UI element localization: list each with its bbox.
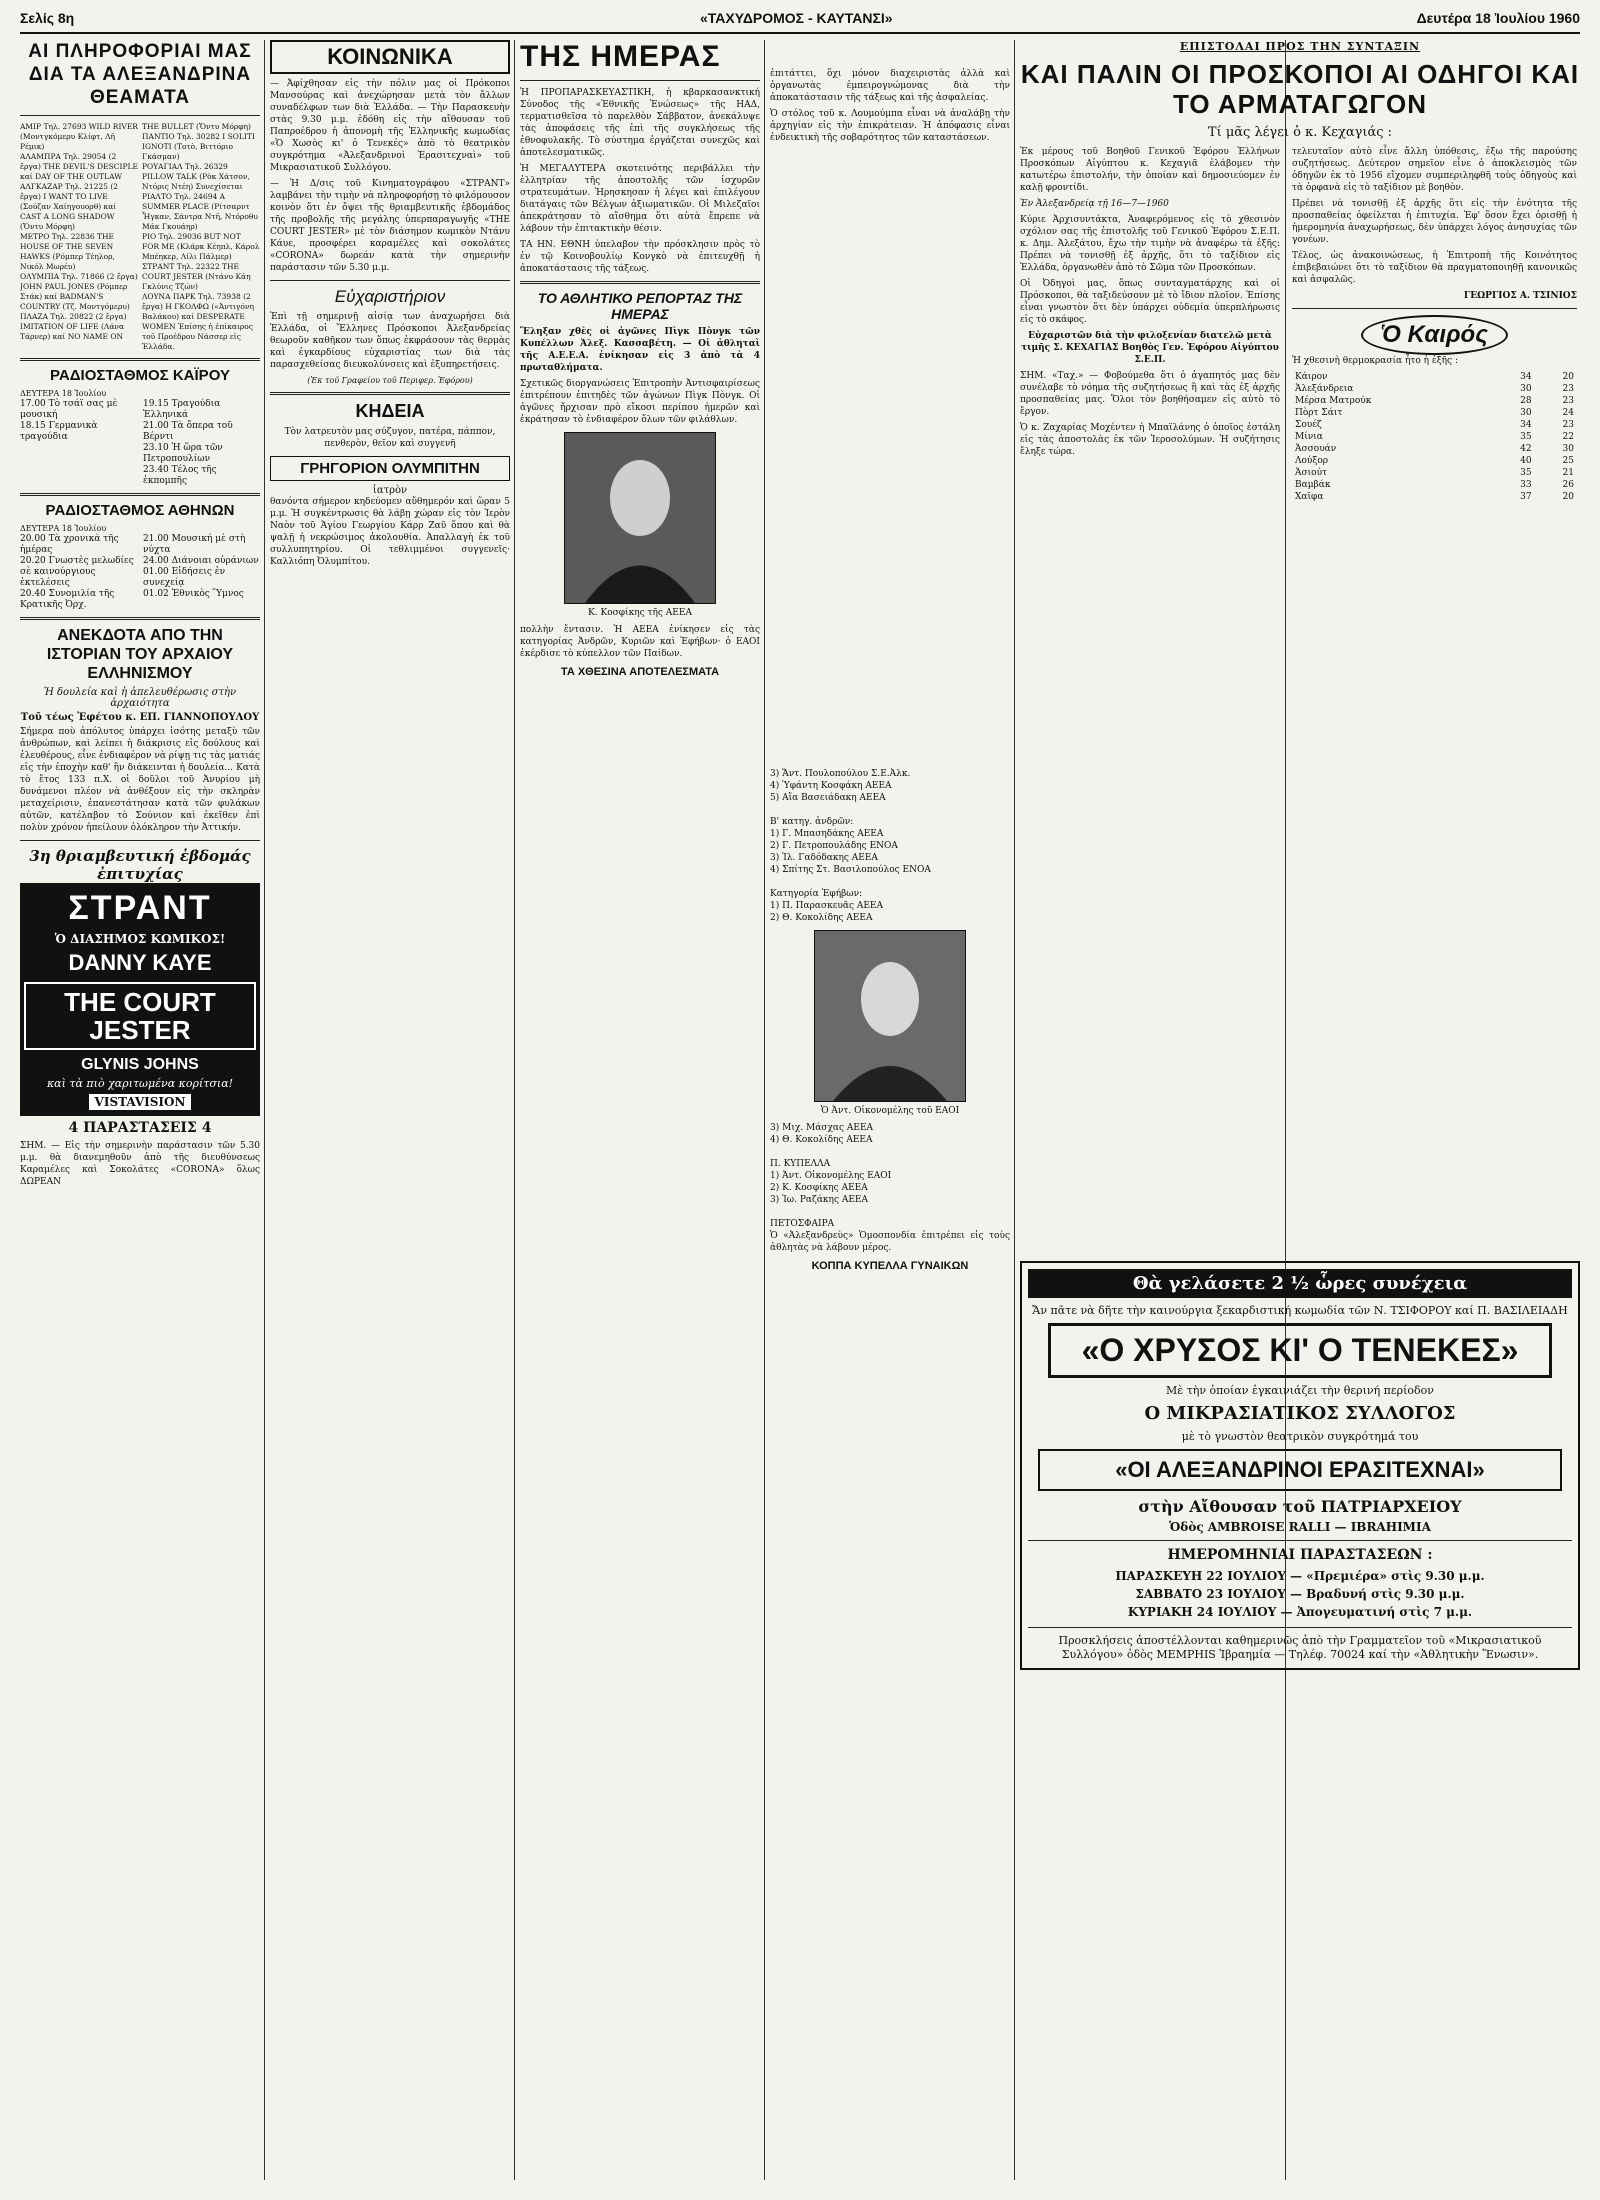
- portrait-silhouette-icon: [565, 433, 715, 603]
- ad-group: «ΟΙ ΑΛΕΞΑΝΔΡΙΝΟΙ ΕΡΑΣΙΤΕΧΝΑΙ»: [1038, 1449, 1562, 1491]
- rule: [20, 358, 260, 361]
- day-body-2: Ἡ ΜΕΓΑΛΥΤΕΡΑ σκοτεινότης περιβάλλει τὴν ἐλλητρίαν τῆς ἀποστολῆς τῶν ἰσχυρῶν στρατευμάτων. Ἡρησκησαν ἡ λέγει καὶ ἐπιλέγουν διατάγαις τῶν Βέλγων ἀξιωματικῶν. Οἱ Μιλεζαῖοι ἀπεκράτησαν τὸ αἴσθημα ὅτι αὐτὰ ἔπρεπε νὰ λάβουν τὴν ἐπιτακτικὴν θέσιν.: [520, 164, 760, 234]
- weather-row: [1292, 395, 1577, 407]
- social-body-2: — Ἡ Δ/σις τοῦ Κινηματογράφου «ΣΤΡΑΝΤ» λαμβάνει τὴν τιμὴν νὰ πληροφορήσῃ τὸ φιλόμουσον κοινὸν ὅτι ἐν ὄψει τῆς θριαμβευτικῆς ἑβδομάδος τῆς προβολῆς τῆς μεγάλης ὑπερπαραγωγῆς «THE COURT JESTER» μὲ τὸν διάσημον κωμικὸν Ντάνυ Κάυε, προσφέρει καραμέλες καὶ σοκολάτες «CORONA» δωρεάν κατὰ τὴν σημερινὴν παράστασιν τῶν 5.30 μ.μ.: [270, 179, 510, 273]
- sport-lead: Ἔληξαν χθὲς οἱ ἀγῶνες Πὶγκ Πὸνγκ τῶν Κυπέλλων Ἀλεξ. Κασσαβέτη. — Οἱ ἀθληταὶ τῆς Α.Ε.Ε.Α. ἐνίκησαν εἰς 3 ἀπὸ τὰ 4 πρωταθλήματα.: [520, 327, 760, 373]
- weather-row: [1292, 419, 1577, 431]
- anecdote-author: Τοῦ τέως Ἐφέτου κ. ΕΠ. ΓΙΑΝΝΟΠΟΥΛΟΥ: [20, 712, 260, 723]
- ad-with-2: μὲ τὸ γνωστὸν θεατρικὸν συγκρότημά του: [1181, 1430, 1419, 1443]
- letter-cont-2: Πρέπει νὰ τονισθῇ ἐξ ἀρχῆς ὅτι εἰς τὴν ἑνότητα τῆς προσπαθείας ὀφείλεται ἡ ἐπιτυχία. Ἐφ' ὅσον ἔχει ὁρισθῇ ἡ ἡμερομηνία ἀναχωρήσεως, δὲν ὑπάρχει λόγος ἀνησυχίας τῶν γονέων.: [1292, 199, 1577, 245]
- radio-cairo-left: 17.00 Τὸ τσάϊ σας μὲ μουσική 18.15 Γερμανικὰ τραγούδια: [20, 399, 118, 442]
- weather-max: 30: [1520, 384, 1532, 394]
- ad-dates: ΠΑΡΑΣΚΕΥΗ 22 ΙΟΥΛΙΟΥ — «Πρεμιέρα» στὶς 9.30 μ.μ. ΣΑΒΒΑΤΟ 23 ΙΟΥΛΙΟΥ — Βραδυνή στὶς 9.30 μ.μ. ΚΥΡΙΑΚΗ 24 ΙΟΥΛΙΟΥ — Ἀπογευματινή στὶς 7 μ.μ.: [1115, 1569, 1485, 1619]
- radio-cairo-schedule: [20, 399, 260, 487]
- social-headline: ΚΟΙΝΩΝΙΚΑ: [270, 40, 510, 74]
- strand-film-title: THE COURT JESTER: [24, 982, 256, 1050]
- rule: [520, 281, 760, 284]
- funeral-intro: Τὸν λατρευτὸν μας σύζυγον, πατέρα, πάππον, πενθερὸν, θεῖον καὶ συγγενῆ: [284, 427, 496, 449]
- strand-note: ΣΗΜ. — Εἰς τὴν σημερινὴν παράστασιν τῶν 5.30 μ.μ. θὰ διανεμηθοῦν ἀπὸ τῆς διευθύνσεως Καραμέλες καὶ Σοκολάτες «CORONA» ὅλως ΔΩΡΕΑΝ: [20, 1141, 260, 1187]
- day-body-4: ἐπιτάττει, ὅχι μόνον διαχειριστὰς ἀλλὰ καὶ ὀργανωτὰς ἐμπειρογνώμονας διὰ τὴν ἀποκατάστασιν τῆς τάξεως καὶ τῆς ἀσφαλείας.: [770, 69, 1010, 103]
- weather-row: [1292, 491, 1577, 503]
- thanks-body: Ἐπὶ τῇ σημερινῇ αἰσίᾳ των ἀναχωρήσει διὰ Ἑλλάδα, οἱ Ἕλληνες Πρόσκοποι Ἀλεξανδρείας θεωροῦν καθῆκον των ὅπως ἐκφράσουν τὰς θερμὰς καὶ ἐγκαρδίους εὐχαριστίας των διὰ τὰς παρασχεθείσας διευκολύνσεις καὶ ἐξυπηρετήσεις.: [270, 312, 510, 370]
- weather-row: [1292, 455, 1577, 467]
- letter-body-2: Κύριε Ἀρχισυντάκτα, Ἀναφερόμενος εἰς τὸ χθεσινὸν σχόλιον σας τῆς ἐπιστολῆς τοῦ Γενικοῦ Ἐφόρου Σ.Ε.Π. κ. Δημ. Ἀλεξάτου, ἔχω τὴν τιμὴν νὰ ἀναφέρω τὰ ἑξῆς: Πρέπει νὰ τονισθῇ ἐξ ἀρχῆς, ὅτι τὸ ταξίδιον εἰς Ἑλλάδα, ὀργανωθὲν ἀπὸ τὸ Σῶμα τῶν Προσκόπων.: [1020, 215, 1280, 273]
- strand-shows: 4 ΠΑΡΑΣΤΑΣΕΙΣ 4: [68, 1120, 212, 1136]
- weather-city: Πὸρτ Σάιτ: [1295, 408, 1343, 418]
- cinema-listings: [20, 122, 260, 352]
- weather-table: [1292, 371, 1577, 503]
- issue-date: Δευτέρα 18 Ἰουλίου 1960: [1416, 10, 1580, 26]
- ad-dates-title: ΗΜΕΡΟΜΗΝΙΑΙ ΠΑΡΑΣΤΑΣΕΩΝ :: [1167, 1547, 1433, 1563]
- letter-body-1: Ἐκ μέρους τοῦ Βοηθοῦ Γενικοῦ Ἐφόρου Ἑλλήνων Προσκόπων Αἰγύπτου κ. Κεχαγιᾶ ἐλάβομεν τὴν κατωτέρω ἐπιστολήν, τὴν ὁποίαν καὶ δημοσιεύομεν ἐν καλῇ φροντίδι.: [1020, 147, 1280, 193]
- photo-caption-kosfikis: Κ. Κοσφίκης τῆς ΑΕΕΑ: [588, 608, 692, 618]
- letter-editor-note-2: Ὁ κ. Ζαχαρίας Μοχέντεν ἡ Μπαϊλάνης ὁ ὁποῖος ἐστάλη εἰς τὰς ἀποστολὰς ἐκ τῶν Ἱεροσολύμων. Ἡ συζήτησις ἔληξε τώρα.: [1020, 423, 1280, 457]
- weather-max: 30: [1520, 408, 1532, 418]
- letter-col-left: [1020, 146, 1280, 503]
- player-photo-kosfikis: [564, 432, 716, 604]
- social-body: — Ἀφίχθησαν εἰς τὴν πόλιν μας οἱ Πρόκοποι Μανσούρας καὶ ἀνεχώρησαν μετὰ τὸν ἄλλων συναδέλφων των διὰ Ἑλλάδα. — Τὴν Παρασκευὴν στὰς 9.30 μ.μ. ἐδόθη εἰς τὴν αἴθουσαν τοῦ Παπροέδρου ἡ ἀπονομὴ τῆς Ἑλληνικῆς κωμωδίας «Ὁ Χωσὸς κι' ὁ Τενεκές» ἀπὸ τὸ θεατρικὸν συγκρότημα «Ἀλεξανδρινοὶ Ἐρασιτεχναὶ» τοῦ Μικρασιατικοῦ Συλλόγου.: [270, 79, 510, 173]
- letters-header: ΕΠΙΣΤΟΛΑΙ ΠΡΟΣ ΤΗΝ ΣΥΝΤΑΞΙΝ: [1179, 40, 1421, 53]
- ad-play-title: «Ο ΧΡΥΣΟΣ ΚΙ' Ο ΤΕΝΕΚΕΣ»: [1048, 1323, 1552, 1378]
- weather-max: 40: [1520, 456, 1532, 466]
- column-divider: [264, 40, 265, 2180]
- radio-athens-date: ΔΕΥΤΕΡΑ 18 Ἰουλίου: [20, 524, 107, 533]
- rule: [20, 840, 260, 841]
- ad-venue: στὴν Αἴθουσαν τοῦ ΠΑΤΡΙΑΡΧΕΙΟΥ: [1138, 1497, 1462, 1516]
- strand-cinema-ad: [20, 883, 260, 1116]
- day-headline: ΤΗΣ ΗΜΕΡΑΣ: [520, 40, 721, 73]
- weather-max: 34: [1520, 372, 1532, 382]
- letter-cont-signature: ΓΕΩΡΓΙΟΣ Α. ΤΣΙΝΙΟΣ: [1463, 291, 1577, 301]
- letter-headline: ΚΑΙ ΠΑΛΙΝ ΟΙ ΠΡΟΣΚΟΠΟΙ ΑΙ ΟΔΗΓΟΙ ΚΑΙ ΤΟ ΑΡΜΑΤΑΓΩΓΟΝ: [1020, 59, 1580, 119]
- letter-date: Ἐν Ἀλεξανδρείᾳ τῇ 16—7—1960: [1020, 199, 1169, 209]
- weather-city: Μίνια: [1295, 432, 1323, 442]
- strand-star: DANNY KAYE: [68, 950, 212, 975]
- page-number: Σελίς 8η: [20, 10, 75, 26]
- letter-cont-3: Τέλος, ὡς ἀνακοινώσεως, ἡ Ἐπιτροπὴ τῆς Κοινότητος ἐπιβεβαιώνει ὅτι τὸ ταξίδιον θὰ πραγματοποιηθῇ κανονικῶς καὶ ἀσφαλῶς.: [1292, 251, 1577, 285]
- funeral-headline: ΚΗΔΕΙΑ: [355, 401, 425, 421]
- spacer: [770, 148, 1010, 768]
- strand-format: VISTAVISION: [89, 1094, 192, 1110]
- weather-title: Ὁ Καιρός: [1361, 315, 1508, 355]
- weather-row: [1292, 371, 1577, 383]
- photo-caption-oikonomelis: Ὁ Ἀντ. Οἰκονομέλης τοῦ ΕΑΟΙ: [820, 1106, 960, 1116]
- rule: [1028, 1627, 1572, 1628]
- column-divider: [1014, 40, 1015, 2180]
- portrait-silhouette-icon: [815, 931, 965, 1101]
- rule: [1028, 1540, 1572, 1541]
- weather-max: 35: [1520, 468, 1532, 478]
- radio-athens-title: ΡΑΔΙΟΣΤΑΘΜΟΣ ΑΘΗΝΩΝ: [45, 502, 235, 519]
- weather-min: 30: [1562, 444, 1574, 454]
- column-divider: [514, 40, 515, 2180]
- letter-subhead: Τί μᾶς λέγει ὁ κ. Κεχαγιάς :: [1207, 125, 1393, 140]
- column-divider: [764, 40, 765, 2180]
- weather-city: Ἀλεξάνδρεια: [1295, 384, 1354, 394]
- weather-row: [1292, 383, 1577, 395]
- weather-min: 26: [1562, 480, 1574, 490]
- weather-max: 35: [1520, 432, 1532, 442]
- weather-city: Λούξορ: [1295, 456, 1329, 466]
- rule: [520, 80, 760, 81]
- radio-athens-left: 20.00 Τὰ χρονικὰ τῆς ἡμέρας 20.20 Γνωστὲς μελωδίες σὲ καινούργιους ἐκτελέσεις 20.40 Συνομιλία τῆς Κρατικῆς Ὀρχ.: [20, 534, 134, 610]
- ad-with: Μὲ τὴν ὁποίαν ἐγκαινιάζει τὴν θερινή περίοδον: [1166, 1384, 1434, 1397]
- sport-headline: ΤΟ ΑΘΛΗΤΙΚΟ ΡΕΠΟΡΤΑΖ ΤΗΣ ΗΜΕΡΑΣ: [537, 290, 743, 322]
- weather-min: 25: [1562, 456, 1574, 466]
- weather-min: 23: [1562, 396, 1574, 406]
- weather-min: 23: [1562, 420, 1574, 430]
- weather-row: [1292, 467, 1577, 479]
- rule: [1292, 308, 1577, 309]
- radio-cairo-right: 19.15 Τραγούδια Ἑλληνικά 21.00 Τὰ ὄπερα τοῦ Βέρντι 23.10 Ἡ ὥρα τῶν Πετροπουλίων 23.40 Τέλος τῆς ἐκπομπῆς: [143, 399, 233, 486]
- weather-min: 23: [1562, 384, 1574, 394]
- weather-city: Χαϊφα: [1295, 492, 1324, 502]
- cinema-list-left: ΑΜΙΡ Τηλ. 27693 WILD RIVER (Μοντγκόμερυ Κλίφτ, Λῆ Ρέμικ) ΑΛΑΜΠΡΑ Τηλ. 29054 (2 ἔργα) THE DEVIL'S DESCIPLE καί DAY OF THE OUTLAW ΑΛΓΚΑΖΑΡ Τηλ. 21225 (2 ἔργα) I WANT TO LIVE (Σούζαν Χαίηγουορθ) καί CAST A LONG SHADOW (Ὄντυ Μόρφη) ΜΕΤΡΟ Τηλ. 22836 THE HOUSE OF THE SEVEN HAWKS (Ρόμπερ Τέηλορ, Νικόλ Μωρέυ) ΟΛΥΜΠΙΑ Τηλ. 71866 (2 ἔργα) JOHN PAUL JONES (Ρόμπερ Στάκ) καί BADMAN'S COUNTRY (Τζ. Μοντγόμερυ) ΠΛΑΖΑ Τηλ. 20822 (2 ἔργα) IMITATION OF LIFE (Λάνα Τάρνερ) καί NO NAME ON: [20, 122, 138, 341]
- letter-columns: [1020, 146, 1580, 503]
- day-body-3: ΤΑ ΗΝ. ΕΘΝΗ ὑπελαβον τὴν πρόσκλησιν πρὸς τὸ ἐν τῷ Κοινοβουλίῳ Κονγκὸ νὰ ἐπιτευχθῇ ἡ ἀποκατάστασις τῆς τάξεως.: [520, 240, 760, 274]
- weather-row: [1292, 407, 1577, 419]
- radio-athens-right: 21.00 Μουσική μὲ στὴ νύχτα 24.00 Διάνοιαι οὐράνιων 01.00 Εἰδήσεις ἐν συνεχείᾳ 01.02 Ἐθνικὸς Ὕμνος: [143, 534, 259, 599]
- cinemas-headline: ΑΙ ΠΛΗΡΟΦΟΡΙΑΙ ΜΑΣ ΔΙΑ ΤΑ ΑΛΕΞΑΝΔΡΙΝΑ ΘΕΑΜΑΤΑ: [28, 41, 252, 108]
- weather-city: Ἀσσουάν: [1295, 444, 1337, 454]
- weather-min: 20: [1562, 372, 1574, 382]
- weather-min: 21: [1562, 468, 1574, 478]
- ad-street: Ὁδὸς AMBROISE RALLI — IBRAHIMIA: [1169, 1520, 1431, 1534]
- rule: [20, 493, 260, 496]
- ad-tickets: Προσκλήσεις ἀποστέλλονται καθημερινῶς ἀπὸ τὴν Γραμματεῖον τοῦ «Μικρασιατικοῦ Συλλόγου» ὁδὸς MEMPHIS Ἰβραημία — Τηλέφ. 70024 καί τὴν «Ἀθλητικὴν Ἕνωσιν».: [1058, 1634, 1542, 1661]
- strand-ad-tagline: 3η θριαμβευτική ἑβδομάς ἐπιτυχίας: [29, 847, 251, 883]
- letter-section: [1020, 40, 1580, 1210]
- column-2: [270, 40, 510, 2180]
- player-photo-oikonomelis: [814, 930, 966, 1102]
- anecdote-body: Σήμερα ποὺ ἀπόλυτος ὑπάρχει ἰσότης μεταξὺ τῶν ἀνθρώπων, καὶ λείπει ἡ διάκρισις εἰς δούλους καὶ ἐλευθέρους, εἶνε ἐνδιαφέρον νὰ ρίψῃ τις τὰς ματιάς εἰς τὴν ἐποχὴν καθ' ἣν διάκεινται ἡ δουλεία... Κατὰ τὸ ἔτος 133 π.Χ. οἱ δοῦλοι τοῦ Ἀνυρίου μὴ δυνάμενοι πλέον νὰ ἀνθέξουν εἰς τὴν σκληρὰν μεταχείρισιν, ἐπανεστάτησαν κατὰ τῶν φυλάκων αὐτῶν, κατέλαβον τὸ Σούνιον καὶ ἐκεῖθεν ἐπὶ πολὺν χρόνον ἠπείλουν ὁλόκληρον τὴν Ἀττικήν.: [20, 727, 260, 833]
- letter-signature: Εὐχαριστῶν διὰ τὴν φιλοξενίαν διατελῶ μετὰ τιμῆς Σ. ΚΕΧΑΓΙΑΣ Βοηθὸς Γεν. Ἐφόρου Αἰγύπτου Σ.Ε.Π.: [1021, 331, 1279, 365]
- radio-cairo-title: ΡΑΔΙΟΣΤΑΘΜΟΣ ΚΑΪΡΟΥ: [50, 367, 230, 384]
- ad-society: Ο ΜΙΚΡΑΣΙΑΤΙΚΟΣ ΣΥΛΛΟΓΟΣ: [1144, 1403, 1456, 1424]
- weather-max: 28: [1520, 396, 1532, 406]
- strand-costar: GLYNIS JOHNS: [81, 1056, 199, 1073]
- weather-max: 34: [1520, 420, 1532, 430]
- rule: [270, 280, 510, 281]
- theatre-ad-section: [1020, 1255, 1580, 2180]
- weather-max: 33: [1520, 480, 1532, 490]
- letter-body-3: Οἱ Ὀδηγοὶ μας, ὅπως συνταγματάρχης καὶ οἱ Πρόσκοποι, θὰ ταξιδεύσουν μὲ τὸ ἴδιον πλοῖον. Ἐπίσης εἶναι γνωστὸν ὅτι δὲν ὑπάρχει οὐδεμία ὑπερπλήρωσις εἰς τὸ σκάφος.: [1020, 279, 1280, 325]
- rule: [20, 115, 260, 116]
- results-headline: ΤΑ ΧΘΕΣΙΝΑ ΑΠΟΤΕΛΕΣΜΑΤΑ: [560, 666, 720, 678]
- weather-min: 24: [1562, 408, 1574, 418]
- anecdote-headline: ΑΝΕΚΔΟΤΑ ΑΠΟ ΤΗΝ ΙΣΤΟΡΙΑΝ ΤΟΥ ΑΡΧΑΙΟΥ ΕΛΛΗΝΙΣΜΟΥ: [46, 627, 234, 682]
- theatre-ad: [1020, 1261, 1580, 1670]
- column-1: [20, 40, 260, 2180]
- weather-city: Βαμβάκ: [1295, 480, 1331, 490]
- masthead: [20, 6, 1580, 34]
- sport-body-2: πολλὴν ἔντασιν. Ἡ ΑΕΕΑ ἐνίκησεν εἰς τὰς κατηγορίας Ἀνδρῶν, Κυριῶν καὶ Ἐφήβων· ὁ ΕΑΟΙ ἐκέρδισε τὸ κύπελλον τῶν Παίδων.: [520, 625, 760, 659]
- thanks-signature: (Ἐκ τοῦ Γραφείου τοῦ Περιφερ. Ἐφόρου): [307, 376, 473, 385]
- weather-max: 37: [1520, 492, 1532, 502]
- cinema-list-right: THE BULLET (Ὄντυ Μόρφη) ΠΑΝΤΙΟ Τηλ. 30282 I SOLITI IGNOTI (Τοτὸ, Βιττόριο Γκάσμαν) ΡΟΥΑΓΙΑΛ Τηλ. 26329 PILLOW TALK (Ρὸκ Χάτσον, Ντόρις Ντέη) Συνεχίσεται ΡΙΑΛΤΟ Τηλ. 24694 A SUMMER PLACE (Ρίτσαρντ Ἦγκαν, Σάντρα Ντῆ, Ντόροθυ Μάκ Γκουάηρ) ΡΙΟ Τηλ. 29036 BUT NOT FOR ME (Κλάρκ Κέηπλ, Κάρολ Μπέηκερ, Λίλι Πάλμερ) ΣΤΡΑΝΤ Τηλ. 22322 THE COURT JESTER (Ντάνυ Κάη Γκλύνις Τζών) ΛΟΥΝΑ ΠΑΡΚ Τηλ. 73938 (2 ἔργα) Η ΓΚΟΛΦΩ («Ἀντιγόνη Βαλάκου) καί DESPERATE WOMEN Ἐπίσης ἡ ἐπίκαιρος τοῦ Προέδρου Νάσσερ εἰς Ἑλλάδα.: [142, 122, 260, 351]
- funeral-body: θανόντα σήμερον κηδεύομεν αὔθημερόν καὶ ὥραν 5 μ.μ. Ἡ συγκέντρωσις θὰ λάβῃ χώραν εἰς τὸν Ἱερὸν Ναὸν τοῦ Ἁγίου Γεωργίου Κάρρ Ζαῦ ὅπου καὶ θὰ ψαλῇ ἡ νεκρώσιμος ἀκολουθία. Ἀπαλλαγὴ ἐκ τοῦ συλλυπητηρίου. Οἱ τεθλιμμένοι συγγενεῖς· Καλλιόπη Ὀλυμπίτου.: [270, 497, 510, 567]
- funeral-role: ἰατρὸν: [372, 485, 408, 496]
- strand-logo: ΣΤΡΑΝΤ: [68, 889, 212, 927]
- funeral-name: ΓΡΗΓΟΡΙΟΝ ΟΛΥΜΠΙΤΗΝ: [270, 456, 510, 481]
- women-cup-headline: ΚΟΠΠΑ ΚΥΠΕΛΛΑ ΓΥΝΑΙΚΩΝ: [811, 1260, 969, 1272]
- radio-athens-schedule: [20, 534, 260, 611]
- column-4: [770, 40, 1010, 2180]
- results-list-2: 3) Μιχ. Μάσχας ΑΕΕΑ 4) Θ. Κοκολίδης ΑΕΕΑ Π. ΚΥΠΕΛΛΑ 1) Ἀντ. Οἰκονομέλης ΕΑΟΙ 2) Κ. Κοσφίκης ΑΕΕΑ 3) Ἰω. Ραζάκης ΑΕΕΑ ΠΕΤΟΣΦΑΙΡΑ Ὁ «Ἀλεξανδρεὺς» Ὁμοσπονδία ἐπιτρέπει εἰς τοὺς ἀθλητὰς νὰ λάβουν μέρος.: [770, 1123, 1010, 1253]
- sport-body: Σχετικῶς διοργανώσεις Ἐπιτροπὴν Ἀντισφαιρίσεως ἐπιτρέπουν ἐπιτηδὲς τῶν ἀγώνων Πὶγκ Πὸνγκ. Οἱ ἀγῶνες ἤρχισαν πρὸ εἴκοσι περίπου ἡμερῶν καὶ ἐκράτησαν τὸ ἐνδιαφέρον ὅλων τῶν φιλάθλων.: [520, 379, 760, 425]
- ad-intro: Ἄν πᾶτε νὰ δῆτε τὴν καινούργια ξεκαρδιστική κωμωδία τῶν Ν. ΤΣΙΦΟΡΟΥ καί Π. ΒΑΣΙΛΕΙΑΔΗ: [1032, 1304, 1568, 1317]
- strand-ad-line: Ὁ ΔΙΑΣΗΜΟΣ ΚΩΜΙΚΟΣ!: [54, 932, 226, 946]
- radio-cairo-date: ΔΕΥΤΕΡΑ 18 Ἰουλίου: [20, 389, 107, 398]
- weather-city: Κάιρον: [1295, 372, 1328, 382]
- weather-max: 42: [1520, 444, 1532, 454]
- weather-logo: [1292, 315, 1577, 355]
- weather-city: Ἀσιούτ: [1295, 468, 1328, 478]
- paper-name: «ΤΑΧΥΔΡΟΜΟΣ - ΚΑΥΤΑΝΣΙ»: [700, 10, 893, 26]
- day-body-1: Ἡ ΠΡΟΠΑΡΑΣΚΕΥΑΣΤΙΚΗ, ἡ κβαρκασανκτική Σύνοδος τῆς «Ἑθνικῆς Ἑνώσεως» τῆς ΗΑΔ, τερματισθεῖσα τὸ παρελθὸν Σάββατον, ἀνεκάλυψε τὰς ἀποφάσεις τῆς ἐπὶ τῆς συγκλήσεως τῆς ἐθνοφυλακῆς. Τὸ σύστημα ἐργάζεται συνεχῶς καὶ ἀποτελεσματικῶς.: [520, 88, 760, 158]
- weather-city: Σουέζ: [1295, 420, 1322, 430]
- ad-laugh-line: Θὰ γελάσετε 2 ½ ὧρες συνέχεια: [1028, 1269, 1572, 1298]
- column-3: [520, 40, 760, 2180]
- results-list-1: 3) Ἄντ. Πουλοπούλου Σ.Ε.Ἀλκ. 4) Ὑφάντη Κοσφάκη ΑΕΕΑ 5) Αἴα Βασειάδακη ΑΕΕΑ Β' κατηγ. ἀνδρῶν: 1) Γ. Μπασηδάκης ΑΕΕΑ 2) Γ. Πετροπουλάδης ΕΝΟΑ 3) Ἰλ. Γαδόδακης ΑΕΕΑ 4) Σπίτης Στ. Βασιλοπούλος ΕΝΟΑ Κατηγορία Ἐφήβων: 1) Π. Παρασκευᾶς ΑΕΕΑ 2) Θ. Κοκολίδης ΑΕΕΑ: [770, 769, 931, 923]
- thanks-headline: Εὐχαριστήριον: [334, 287, 446, 306]
- strand-tag: καὶ τὰ πιὸ χαριτωμένα κορίτσια!: [46, 1077, 234, 1090]
- weather-city: Μέρσα Ματρούκ: [1295, 396, 1372, 406]
- day-body-5: Ὁ στόλος τοῦ κ. Λουμούμπα εἶναι νὰ ἀναλάβῃ τὴν ἀρχηγίαν εἰς τὴν ἐπικράτειαν. Ἡ ἀπόφασις εἶναι ἐνδεικτικὴ τῆς σοβαρότητος τῶν καταστάσεων.: [770, 109, 1010, 143]
- rule: [20, 617, 260, 620]
- weather-row: [1292, 443, 1577, 455]
- weather-row: [1292, 479, 1577, 491]
- weather-row: [1292, 431, 1577, 443]
- weather-min: 20: [1562, 492, 1574, 502]
- letter-col-right: [1292, 146, 1577, 503]
- weather-intro: Ἡ χθεσινὴ θερμοκρασία ἦτο ἡ ἑξῆς :: [1292, 356, 1458, 366]
- weather-min: 22: [1562, 432, 1574, 442]
- rule: [270, 392, 510, 395]
- letter-editor-note: ΣΗΜ. «Ταχ.» — Φοβούμεθα ὅτι ὁ ἀγαπητός μας δὲν συνέλαβε τὸ νόημα τῆς συζητήσεως ἢ καὶ τὰς ἐξ ἀρχῆς προσπαθείας μας. Ὅλοι τὸν βοηθήσαμεν εἰς αὐτὸ τὸ ἔργον.: [1020, 371, 1280, 417]
- letter-cont-1: τελευταῖον αὐτὸ εἶνε ἄλλη ὑπόθεσις, ἐξω τῆς παρούσης συζητήσεως. Δεύτερον σημεῖον εἶνε ὁ ἀποκλεισμὸς τῶν ὁδηγῶν ἐκ τὸ 1956 εἴχομεν συμπεριληφθῆ τοὺς ὁδηγοὺς καὶ τὰ ὀρφανὰ εἰς τὸ ταξίδιον μὲ βοηθὸν.: [1292, 147, 1577, 193]
- anecdote-subtitle: Ἡ δουλεία καὶ ἡ ἀπελευθέρωσις στὴν ἀρχαιότητα: [43, 687, 237, 709]
